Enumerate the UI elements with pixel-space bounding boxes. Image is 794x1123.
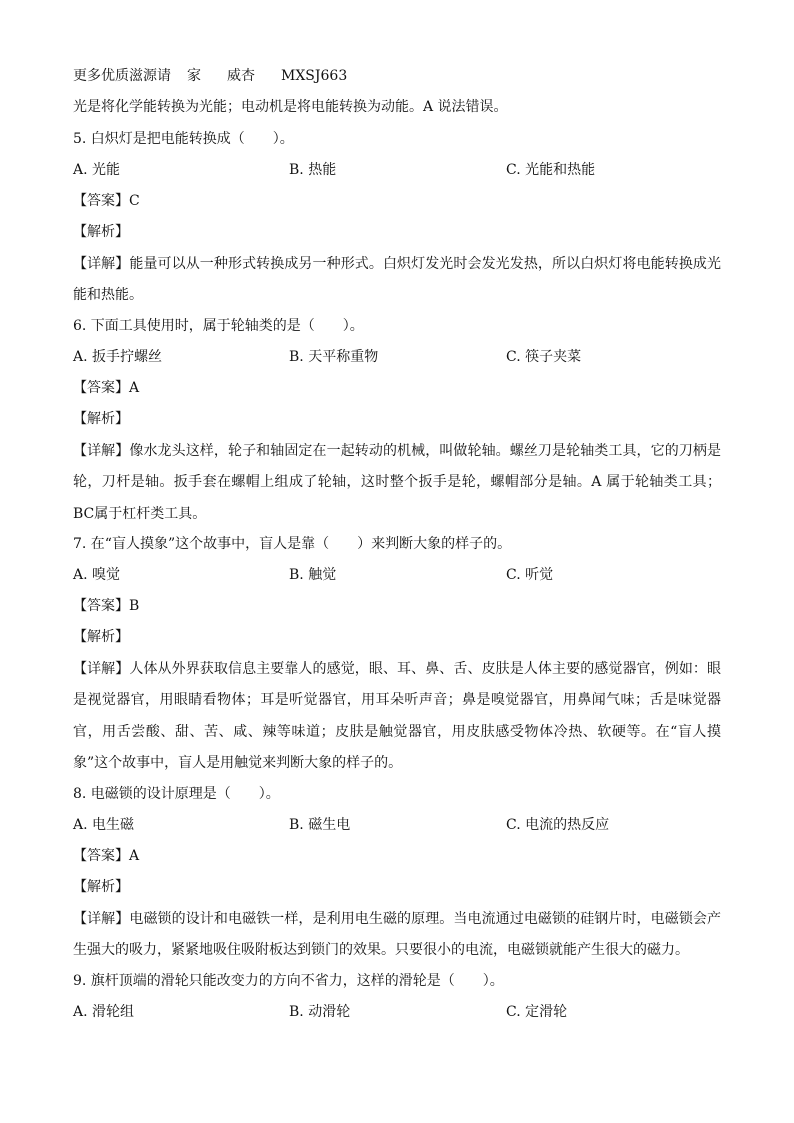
option-b: B. 天平称重物 [289, 349, 379, 365]
detail-paragraph: 【详解】人体从外界获取信息主要靠人的感觉，眼、耳、鼻、舌、皮肤是人体主要的感觉器官，例如：眼是视觉器官，用眼睛看物体；耳是听觉器官，用耳朵听声音；鼻是嗅觉器官，用鼻闻气味；舌是味觉器官，用舌尝酸、甜、苦、咸、辣等味道；皮肤是触觉器官，用皮肤感受物体冷热、软硬等。在“盲人摸象”这个故事中，盲人是用触觉来判断大象的样子的。 [73, 661, 721, 771]
detail-paragraph: 【详解】像水龙头这样，轮子和轴固定在一起转动的机械，叫做轮轴。螺丝刀是轮轴类工具，它的刀柄是轮，刀杆是轴。扳手套在螺帽上组成了轮轴，这时整个扳手是轮，螺帽部分是轴。A 属于轮轴类工具；BC属于杠杆类工具。 [73, 443, 721, 522]
question-stem: 9. 旗杆顶端的滑轮只能改变力的方向不省力，这样的滑轮是（ ）。 [73, 973, 504, 989]
option-b: B. 热能 [289, 162, 337, 178]
answer-label: 【答案】A [73, 380, 140, 396]
intro-line: 光是将化学能转换为光能；电动机是将电能转换为动能。A 说法错误。 [73, 99, 508, 115]
header-text-1: 更多优质滋源请 [73, 68, 171, 84]
header-text-3: 威杏 [227, 68, 255, 84]
option-b: B. 触觉 [289, 567, 337, 583]
option-b: B. 磁生电 [289, 817, 351, 833]
option-c: C. 光能和热能 [506, 162, 596, 178]
question-stem: 8. 电磁锁的设计原理是（ ）。 [73, 786, 280, 802]
answer-label: 【答案】A [73, 848, 140, 864]
analysis-label: 【解析】 [73, 224, 129, 240]
header-text-4: MXSJ663 [281, 68, 348, 84]
header-text-2: 家 [187, 68, 201, 84]
option-c: C. 定滑轮 [506, 1004, 568, 1020]
question-stem: 5. 白炽灯是把电能转换成（ ）。 [73, 131, 294, 147]
option-c: C. 听觉 [506, 567, 554, 583]
analysis-label: 【解析】 [73, 629, 129, 645]
analysis-label: 【解析】 [73, 879, 129, 895]
detail-paragraph: 【详解】能量可以从一种形式转换成另一种形式。白炽灯发光时会发光发热，所以白炽灯将电能转换成光能和热能。 [73, 256, 721, 304]
option-b: B. 动滑轮 [289, 1004, 351, 1020]
answer-label: 【答案】B [73, 598, 140, 614]
detail-paragraph: 【详解】电磁锁的设计和电磁铁一样，是利用电生磁的原理。当电流通过电磁锁的硅钢片时，电磁锁会产生强大的吸力，紧紧地吸住吸附板达到锁门的效果。只要很小的电流，电磁锁就能产生很大的磁力。 [73, 911, 721, 959]
option-a: A. 扳手拧螺丝 [73, 349, 163, 365]
question-stem: 7. 在“盲人摸象”这个故事中，盲人是靠（ ）来判断大象的样子的。 [73, 536, 512, 552]
question-stem: 6. 下面工具使用时，属于轮轴类的是（ ）。 [73, 318, 364, 334]
option-a: A. 电生磁 [73, 817, 135, 833]
analysis-label: 【解析】 [73, 411, 129, 427]
option-c: C. 电流的热反应 [506, 817, 610, 833]
page-header [73, 66, 347, 86]
answer-label: 【答案】C [73, 193, 140, 209]
option-a: A. 滑轮组 [73, 1004, 135, 1020]
option-c: C. 筷子夹菜 [506, 349, 582, 365]
option-a: A. 光能 [73, 162, 121, 178]
option-a: A. 嗅觉 [73, 567, 121, 583]
